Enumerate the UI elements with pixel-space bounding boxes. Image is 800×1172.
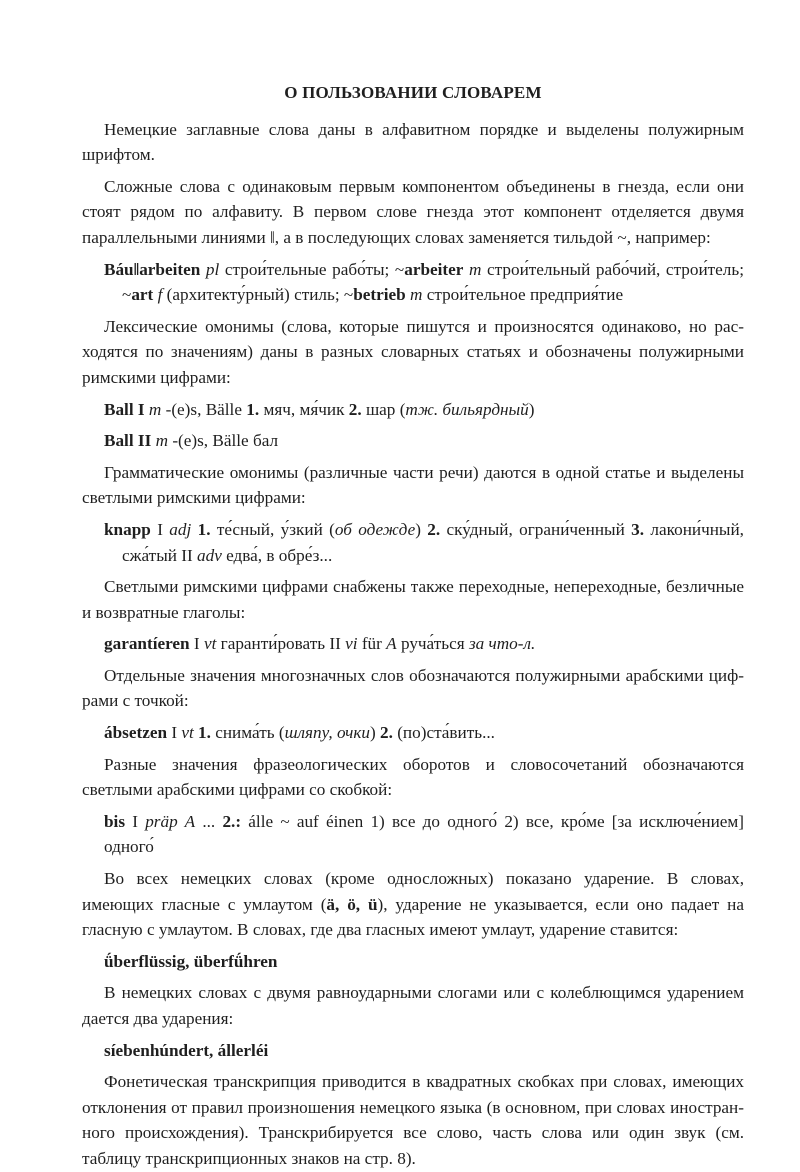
- headword: ǘberflüssig, überfǘhren: [104, 951, 278, 971]
- example-entry-umlaut: [82, 949, 744, 975]
- entry-text: лакони́чный, сжа́тый II: [122, 519, 744, 565]
- entry-text: шар (: [361, 399, 406, 419]
- grammar-label: adj: [169, 519, 192, 539]
- grammar-label: pl: [205, 259, 220, 279]
- grammar-label: vt: [181, 723, 194, 743]
- sense-number: 2.:: [222, 811, 242, 831]
- paragraph-double-stress: В немецких словах с двумя равноударными слогами или с колеблющимся ударением дается два ударения:: [82, 983, 744, 1028]
- paragraph-text: Во всех немецких словах (кроме односложных) показано ударение. В словах, имеющих гласные с умлаутом (: [82, 869, 744, 914]
- headword: garantíeren: [104, 634, 190, 654]
- headword: arbeiter: [404, 259, 464, 279]
- headword: bis: [104, 811, 126, 831]
- headword: art: [131, 285, 154, 305]
- grammar-label: A: [386, 634, 397, 654]
- example-entry-bis: [82, 809, 744, 860]
- headword: knapp: [104, 519, 151, 539]
- entry-text: -(e)s, Bälle: [161, 399, 247, 419]
- entry-text: те́сный, у́зкий (: [210, 519, 335, 539]
- headword: ábsetzen: [104, 723, 168, 743]
- entry-text: гаранти́ровать II: [216, 634, 346, 654]
- grammar-label: vt: [203, 634, 217, 654]
- entry-text: строи́тельное предприя́тие: [422, 285, 624, 305]
- sense-number: 3.: [631, 519, 645, 539]
- paragraph-lexical-homonyms: Лексические омонимы (слова, которые пишутся и произносятся одинаково, но расходятся по значениям) даны в разных словарных статьях и обозначены полужирными римскими цифрами:: [82, 316, 744, 387]
- headword: betrieb: [353, 285, 406, 305]
- paragraph-headwords: Немецкие заглавные слова даны в алфавитном порядке и выделены полужирным шрифтом.: [82, 119, 744, 165]
- grammar-label: vi: [345, 634, 358, 654]
- example-entry-double-stress: [82, 1038, 744, 1064]
- sense-number: 1.: [191, 519, 211, 539]
- entry-text: für: [357, 634, 387, 654]
- sense-number: 2.: [348, 399, 362, 419]
- entry-text: ...: [195, 811, 223, 831]
- sense-number: 2.: [427, 519, 441, 539]
- example-entry-bauarbeiten: [82, 257, 744, 308]
- paragraph-phraseology: Разные значения фразеологических оборотов и словосочетаний обозначаются светлыми арабскими цифрами со скобкой:: [82, 754, 744, 800]
- paragraph-text: ), ударение не указывается, если оно падает на гласную с умлаутом. В словах, где два гласных имеют умлаут, ударение ставится:: [82, 894, 745, 940]
- headword: síebenhúndert, állerléi: [104, 1040, 269, 1060]
- entry-text: álle ~ auf éinen 1) все до одного́ 2) все, кро́ме [за исключе́нием] одного́: [104, 811, 744, 857]
- paragraph-transcription: Фонетическая транскрипция приводится в квадратных скобках при словах, имеющих отклонения от правил произношения немецкого языка (в основном, при словах иностранного происхождения). Транскрибируется все слово, часть слова или один звук (см. таблицу транскрипционных знаков на стр. 8).: [82, 1072, 744, 1168]
- paragraph-polysemy: Отдельные значения многозначных слов обозначаются полужирными арабскими цифрами с точкой:: [82, 665, 744, 711]
- example-entry-garantieren: [82, 631, 744, 657]
- entry-text: I: [167, 723, 182, 743]
- sense-number: 2.: [380, 723, 393, 743]
- grammar-label: m: [469, 259, 482, 279]
- entry-text: ): [415, 519, 428, 539]
- grammar-label: präp A: [145, 811, 196, 831]
- sense-number: 1.: [193, 723, 211, 743]
- entry-text: руча́ться: [396, 634, 469, 654]
- umlaut-letters: ä, ö, ü: [326, 894, 378, 914]
- example-entry-ball-2: [82, 428, 744, 454]
- entry-text: (архитекту́рный) стиль; ~: [162, 285, 354, 305]
- paragraph-compound-words: Сложные слова с одинаковым первым компонентом объединены в гнезда, если они стоят рядом по алфавиту. В первом слове гнезда этот компонент отделяется двумя параллельными линиями ‖, а в последующих словах заменяется тильдой ~, например:: [82, 176, 744, 247]
- entry-text: снима́ть (: [210, 723, 285, 743]
- usage-note: за что-л.: [468, 634, 536, 654]
- headword: Ball I: [104, 399, 145, 419]
- example-entry-knapp: [82, 517, 744, 568]
- entry-text: ): [528, 399, 535, 419]
- page-title: О ПОЛЬЗОВАНИИ СЛОВАРЕМ: [284, 83, 542, 102]
- entry-text: I: [125, 811, 146, 831]
- grammar-label: f: [157, 285, 163, 305]
- entry-text: строи́тельный рабо́чий, строи́тель; ~: [122, 259, 745, 305]
- grammar-label: m: [155, 431, 169, 451]
- usage-note: об одежде: [334, 519, 416, 539]
- sense-number: 1.: [246, 399, 260, 419]
- paragraph-verbs: Светлыми римскими цифрами снабжены также переходные, непереходные, безличные и возвратные глаголы:: [82, 577, 744, 622]
- grammar-label: m: [148, 399, 162, 419]
- entry-text: мяч, мя́чик: [259, 399, 349, 419]
- usage-note: тж. бильярдный: [405, 399, 529, 419]
- grammar-label: m: [410, 285, 423, 305]
- entry-text: -(e)s, Bälle бал: [168, 431, 279, 451]
- paragraph-grammatical-homonyms: Грамматические омонимы (различные части речи) даются в одной статье и выделены светлыми римскими цифрами:: [82, 462, 744, 508]
- example-entry-ball-1: [82, 397, 744, 423]
- entry-text: ску́дный, ограни́ченный: [440, 519, 632, 539]
- grammar-label: adv: [197, 545, 222, 565]
- entry-text: ): [369, 723, 381, 743]
- headword: Ball II: [104, 431, 152, 451]
- usage-note: шляпу, очки: [284, 723, 370, 743]
- entry-text: строи́тельные рабо́ты; ~: [219, 259, 405, 279]
- headword: Báu‖arbeiten: [104, 259, 201, 279]
- entry-text: I: [189, 634, 204, 654]
- entry-text: (по)ста́вить...: [392, 723, 495, 743]
- paragraph-stress: [82, 866, 744, 943]
- example-entry-absetzen: [82, 720, 744, 746]
- entry-text: едва́, в обре́з...: [221, 545, 333, 565]
- entry-text: I: [150, 519, 170, 539]
